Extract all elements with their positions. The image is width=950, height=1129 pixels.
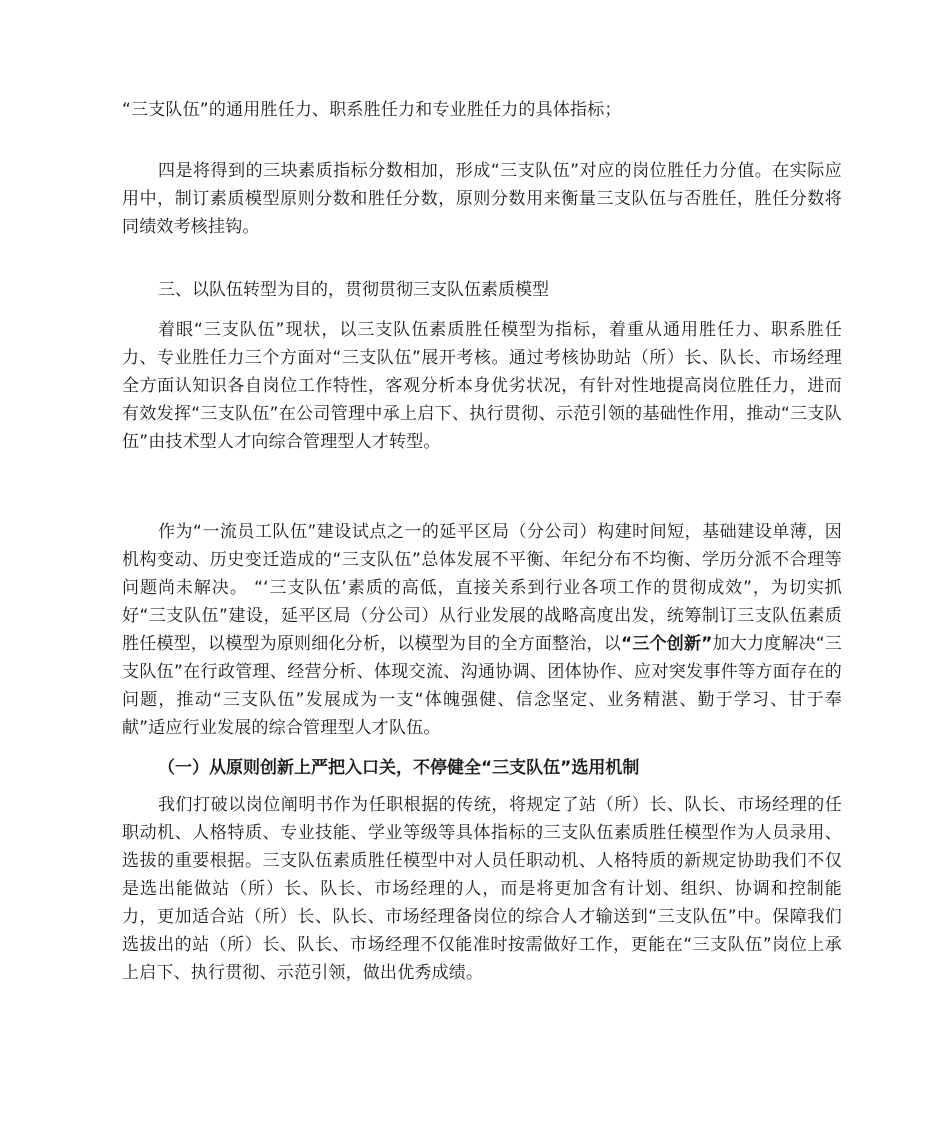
paragraph-current-status: 着眼“三支队伍”现状，以三支队伍素质胜任模型为指标，着重从通用胜任力、职系胜任力、专业胜任力三个方面对“三支队伍”展开考核。通过考核协助站（所）长、队长、市场经理全方面认知识各自岗位工作特性，客观分析本身优劣状况，有针对性地提高岗位胜任力，进而有效发挥“三支队伍”在公司管理中承上启下、执行贯彻、示范引领的基础性作用，推动“三支队伍”由技术型人才向综合管理型人才转型。 [122,320,842,452]
paragraph-pilot-unit-text-a: 作为“一流员工队伍”建设试点之一的延平区局（分公司）构建时间短，基础建设单薄，因机构变动、历史变迁造成的“三支队伍”总体发展不平衡、年纪分布不均衡、学历分派不合理等问题尚未解决。 “‘三支队伍’素质的高低，直接关系到行业各项工作的贯彻成效”，为切实抓好“三支队伍”建设，延平区局（分公司）从行业发展的战略高度出发，统筹制订三支队伍素质胜任模型，以模型为原则细化分析，以模型为目的全方面整治，以 [122,522,842,654]
section-heading-three: 三、以队伍转型为目的，贯彻贯彻三支队伍素质模型 [158,280,549,300]
paragraph-pilot-unit-text-b: 加大力度解决“三支队伍”在行政管理、经营分析、体现交流、沟通协调、团体协作、应对突发事件等方面存在的问题，推动“三支队伍”发展成为一支“体魄强健、信念坚定、业务精湛、勤于学习、甘于奉献”适应行业发展的综合管理型人才队伍。 [122,634,842,738]
paragraph-selection-mechanism: 我们打破以岗位阐明书作为任职根据的传统，将规定了站（所）长、队长、市场经理的任职动机、人格特质、专业技能、学业等级等具体指标的三支队伍素质胜任模型作为人员录用、选拔的重要根据。三支队伍素质胜任模型中对人员任职动机、人格特质的新规定协助我们不仅是选出能做站（所）长、队长、市场经理的人，而是将更加含有计划、组织、协调和控制能力，更加适合站（所）长、队长、市场经理备岗位的综合人才输送到“三支队伍”中。保障我们选拔出的站（所）长、队长、市场经理不仅能准时按需做好工作，更能在“三支队伍”岗位上承上启下、执行贯彻、示范引领，做出优秀成绩。 [122,795,842,983]
subsection-heading-one: （一）从原则创新上严把入口关，不停健全“三支队伍”选用机制 [158,758,640,778]
paragraph-criteria-end: “三支队伍”的通用胜任力、职系胜任力和专业胜任力的具体指标； [122,100,622,120]
three-innovations-emphasis: “三个创新” [620,634,713,654]
paragraph-step-four: 四是将得到的三块素质指标分数相加，形成“三支队伍”对应的岗位胜任力分值。在实际应用中，制订素质模型原则分数和胜任分数，原则分数用来衡量三支队伍与否胜任，胜任分数将同绩效考核挂钩。 [122,161,842,237]
paragraph-pilot-unit [122,518,842,742]
